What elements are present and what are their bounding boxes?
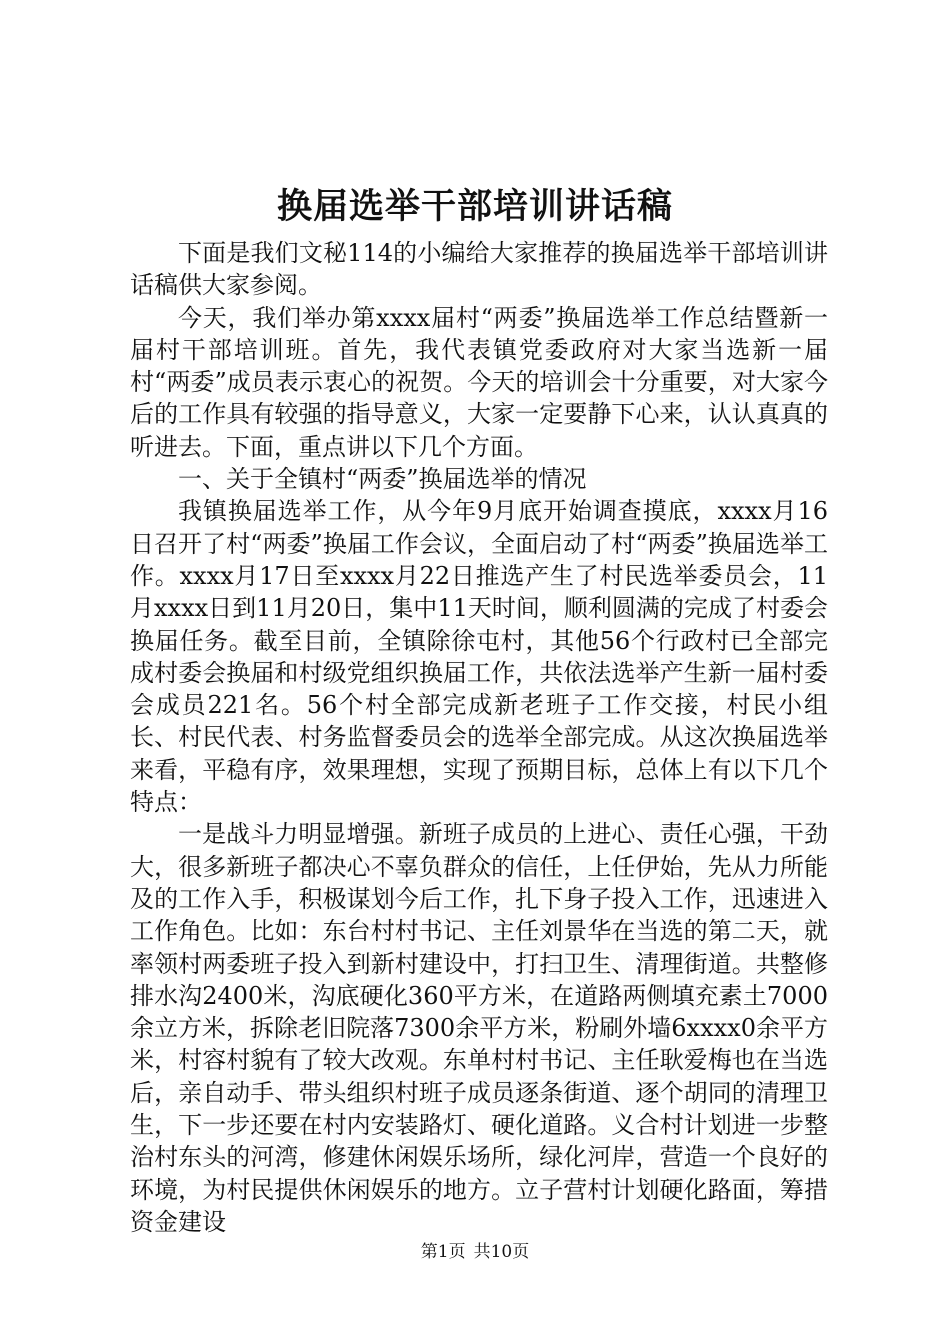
document-body bbox=[130, 237, 828, 1238]
paragraph-feature-1: 一是战斗力明显增强。新班子成员的上进心、责任心强，干劲大，很多新班子都决心不辜负群众的信任，上任伊始，先从力所能及的工作入手，积极谋划今后工作，扎下身子投入工作，迅速进入工作角色。比如：东台村村书记、主任刘景华在当选的第二天，就率领村两委班子投入到新村建设中，打扫卫生、清理街道。共整修排水沟2400米，沟底硬化360平方米，在道路两侧填充素土7000余立方米，拆除老旧院落7300余平方米，粉刷外墙6xxxx0余平方米，村容村貌有了较大改观。东单村村书记、主任耿爱梅也在当选后，亲自动手、带头组织村班子成员逐条街道、逐个胡同的清理卫生，下一步还要在村内安装路灯、硬化道路。义合村计划进一步整治村东头的河湾，修建休闲娱乐场所，绿化河岸，营造一个良好的环境，为村民提供休闲娱乐的地方。立子营村计划硬化路面，筹措资金建设 bbox=[130, 820, 828, 1236]
page-footer bbox=[0, 1240, 950, 1264]
page-total: 共10页 bbox=[473, 1242, 530, 1262]
paragraph-intro: 下面是我们文秘114的小编给大家推荐的换届选举干部培训讲话稿供大家参阅。 bbox=[130, 239, 828, 300]
paragraph-opening: 今天，我们举办第xxxx届村“两委”换届选举工作总结暨新一届村干部培训班。首先，我代表镇党委政府对大家当选新一届村“两委”成员表示衷心的祝贺。今天的培训会十分重要，对大家今后的工作具有较强的指导意义，大家一定要静下心来，认认真真的听进去。下面，重点讲以下几个方面。 bbox=[130, 303, 828, 461]
page-title: 换届选举干部培训讲话稿 bbox=[276, 186, 673, 227]
paragraph-election-overview: 我镇换届选举工作，从今年9月底开始调查摸底，xxxx月16日召开了村“两委”换届工作会议，全面启动了村“两委”换届选举工作。xxxx月17日至xxxx月22日推选产生了村民选举委员会，11月xxxx日到11月20日，集中11天时间，顺利圆满的完成了村委会换届任务。截至目前，全镇除徐屯村，其他56个行政村已全部完成村委会换届和村级党组织换届工作，共依法选举产生新一届村委会成员221名。56个村全部完成新老班子工作交接，村民小组长、村民代表、村务监督委员会的选举全部完成。从这次换届选举来看，平稳有序，效果理想，实现了预期目标，总体上有以下几个特点： bbox=[130, 497, 828, 817]
page-number: 第1页 bbox=[420, 1242, 466, 1262]
section-heading-1: 一、关于全镇村“两委”换届选举的情况 bbox=[178, 465, 587, 494]
